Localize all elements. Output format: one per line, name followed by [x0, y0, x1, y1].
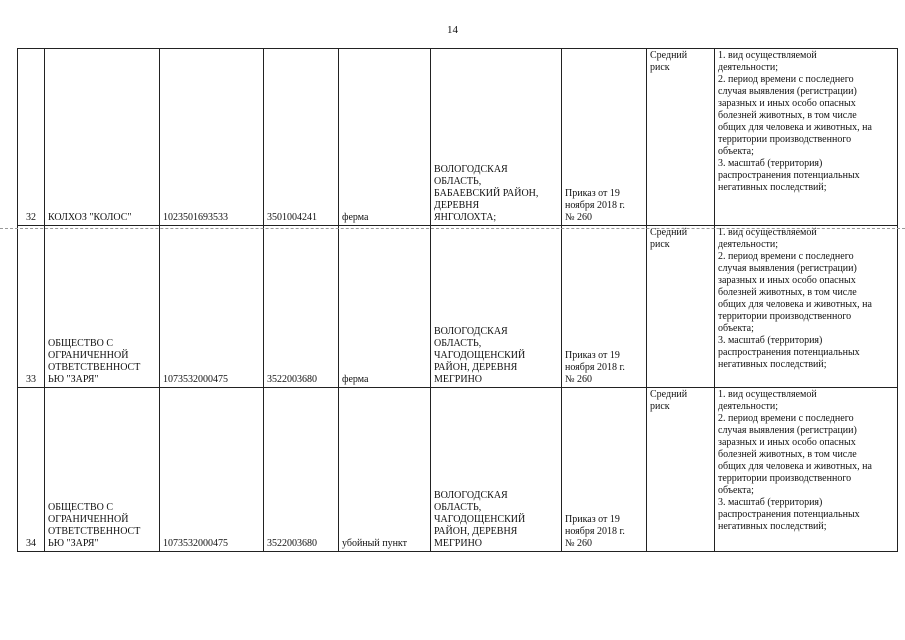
object-type-cell: ферма: [339, 49, 431, 226]
table-row: [18, 388, 898, 552]
page-divider: [0, 228, 905, 229]
inn-cell: 3522003680: [264, 226, 339, 388]
risk-cell: Средний риск: [647, 226, 715, 388]
row-number: 33: [18, 226, 45, 388]
table-row: [18, 49, 898, 226]
address-cell: ВОЛОГОДСКАЯ ОБЛАСТЬ, ЧАГОДОЩЕНСКИЙ РАЙОН, ДЕРЕВНЯ МЕГРИНО: [431, 226, 562, 388]
order-cell: Приказ от 19 ноября 2018 г. № 260: [562, 388, 647, 552]
ogrn-cell: 1073532000475: [160, 388, 264, 552]
row-number: 34: [18, 388, 45, 552]
criteria-cell: 1. вид осуществляемой деятельности; 2. период времени с последнего случая выявления (регистрации) заразных и иных особо опасных болезней животных, в том числе общих для человека и животных, на территории производственного объекта; 3. масштаб (территория) распространения потенциальных негативных последствий;: [715, 49, 898, 226]
row-number: 32: [18, 49, 45, 226]
risk-cell: Средний риск: [647, 388, 715, 552]
order-cell: Приказ от 19 ноября 2018 г. № 260: [562, 226, 647, 388]
organization-name: ОБЩЕСТВО С ОГРАНИЧЕННОЙ ОТВЕТСТВЕННОСТ ЬЮ "ЗАРЯ": [45, 226, 160, 388]
inn-cell: 3522003680: [264, 388, 339, 552]
table-row: [18, 226, 898, 388]
order-cell: Приказ от 19 ноября 2018 г. № 260: [562, 49, 647, 226]
page-number: 14: [447, 24, 458, 36]
object-type-cell: убойный пункт: [339, 388, 431, 552]
address-cell: ВОЛОГОДСКАЯ ОБЛАСТЬ, ЧАГОДОЩЕНСКИЙ РАЙОН, ДЕРЕВНЯ МЕГРИНО: [431, 388, 562, 552]
criteria-cell: 1. вид осуществляемой деятельности; 2. период времени с последнего случая выявления (регистрации) заразных и иных особо опасных болезней животных, в том числе общих для человека и животных, на территории производственного объекта; 3. масштаб (территория) распространения потенциальных негативных последствий;: [715, 388, 898, 552]
ogrn-cell: 1073532000475: [160, 226, 264, 388]
criteria-cell: 1. вид осуществляемой деятельности; 2. период времени с последнего случая выявления (регистрации) заразных и иных особо опасных болезней животных, в том числе общих для человека и животных, на территории производственного объекта; 3. масштаб (территория) распространения потенциальных негативных последствий;: [715, 226, 898, 388]
address-cell: ВОЛОГОДСКАЯ ОБЛАСТЬ, БАБАЕВСКИЙ РАЙОН, ДЕРЕВНЯ ЯНГОЛОХТА;: [431, 49, 562, 226]
inn-cell: 3501004241: [264, 49, 339, 226]
object-type-cell: ферма: [339, 226, 431, 388]
risk-cell: Средний риск: [647, 49, 715, 226]
registry-table: [17, 48, 898, 552]
organization-name: КОЛХОЗ "КОЛОС": [45, 49, 160, 226]
ogrn-cell: 1023501693533: [160, 49, 264, 226]
organization-name: ОБЩЕСТВО С ОГРАНИЧЕННОЙ ОТВЕТСТВЕННОСТ ЬЮ "ЗАРЯ": [45, 388, 160, 552]
